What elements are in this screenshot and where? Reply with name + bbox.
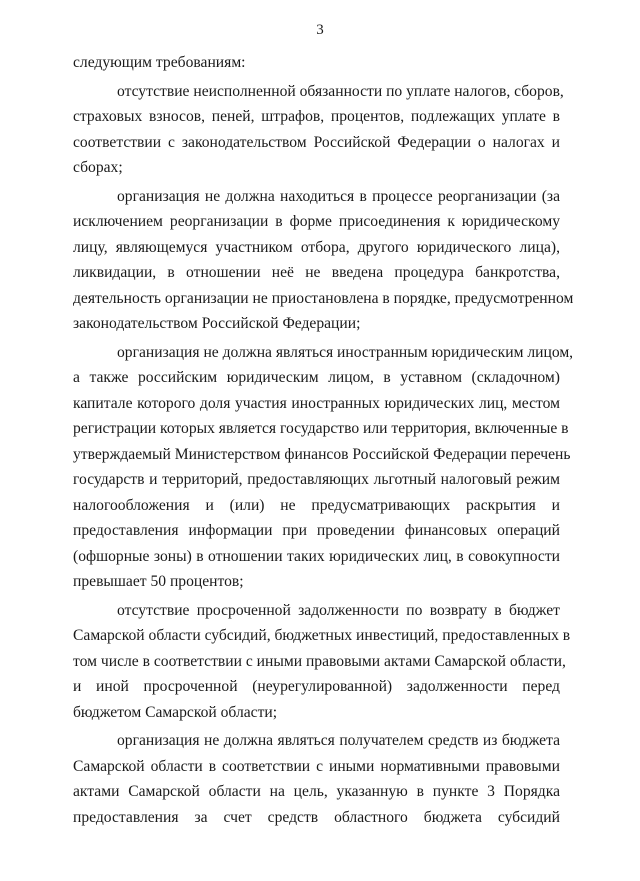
text-line: том числе в соответствии с иными правовыми актами Самарской области, bbox=[73, 652, 566, 670]
text-line: ликвидации, в отношении неё не введена процедура банкротства, bbox=[73, 264, 560, 281]
text-line: деятельность организации не приостановлена в порядке, предусмотренном bbox=[73, 289, 574, 307]
text-line: законодательством Российской Федерации; bbox=[73, 315, 361, 332]
text-line: организация не должна находиться в процессе реорганизации (за bbox=[117, 187, 560, 205]
text-line: страховых взносов, пеней, штрафов, процентов, подлежащих уплате в bbox=[73, 108, 560, 125]
text-line: бюджетом Самарской области; bbox=[73, 703, 278, 721]
text-line: лицу, являющемуся участником отбора, другого юридического лица), bbox=[73, 238, 560, 256]
paragraph bbox=[73, 79, 564, 181]
text-line: регистрации которых является государство или территория, включенные в bbox=[73, 420, 569, 437]
text-line: отсутствие просроченной задолженности по возврату в бюджет bbox=[117, 601, 560, 619]
text-line: предоставления информации при проведении финансовых операций bbox=[73, 522, 560, 539]
text-line: Самарской области субсидий, бюджетных инвестиций, предоставленных в bbox=[73, 627, 571, 644]
text-line: Самарской области в соответствии с иными нормативными правовыми bbox=[73, 757, 560, 775]
paragraph bbox=[73, 184, 574, 337]
text-line: а также российским юридическим лицом, в уставном (складочном) bbox=[73, 369, 560, 386]
document-body bbox=[73, 50, 574, 833]
text-line: утверждаемый Министерством финансов Российской Федерации перечень bbox=[73, 445, 571, 463]
text-line: исключением реорганизации в форме присоединения к юридическому bbox=[73, 213, 560, 230]
text-line: актами Самарской области на цель, указанную в пункте 3 Порядка bbox=[73, 783, 560, 800]
paragraph bbox=[73, 340, 574, 595]
text-line: превышает 50 процентов; bbox=[73, 573, 244, 590]
paragraph bbox=[73, 598, 571, 726]
text-line: соответствии с законодательством Российской Федерации о налогах и bbox=[73, 133, 560, 151]
text-line: и иной просроченной (неурегулированной) задолженности перед bbox=[73, 678, 560, 695]
text-line: организация не должна являться иностранным юридическим лицом, bbox=[117, 343, 574, 361]
text-line: предоставления за счет средств областного бюджета субсидий bbox=[73, 808, 560, 826]
paragraph bbox=[73, 50, 560, 76]
text-line: государств и территорий, предоставляющих льготный налоговый режим bbox=[73, 471, 560, 488]
paragraph bbox=[73, 728, 560, 830]
text-line: капитале которого доля участия иностранных юридических лиц, местом bbox=[73, 394, 560, 412]
text-line: сборах; bbox=[73, 159, 123, 176]
text-line: (офшорные зоны) в отношении таких юридических лиц, в совокупности bbox=[73, 547, 560, 565]
text-line: следующим требованиям: bbox=[73, 54, 246, 71]
text-line: отсутствие неисполненной обязанности по уплате налогов, сборов, bbox=[117, 82, 564, 100]
text-line: налогообложения и (или) не предусматривающих раскрытия и bbox=[73, 496, 560, 514]
text-line: организация не должна являться получателем средств из бюджета bbox=[117, 732, 560, 749]
page-number: 3 bbox=[316, 22, 324, 38]
